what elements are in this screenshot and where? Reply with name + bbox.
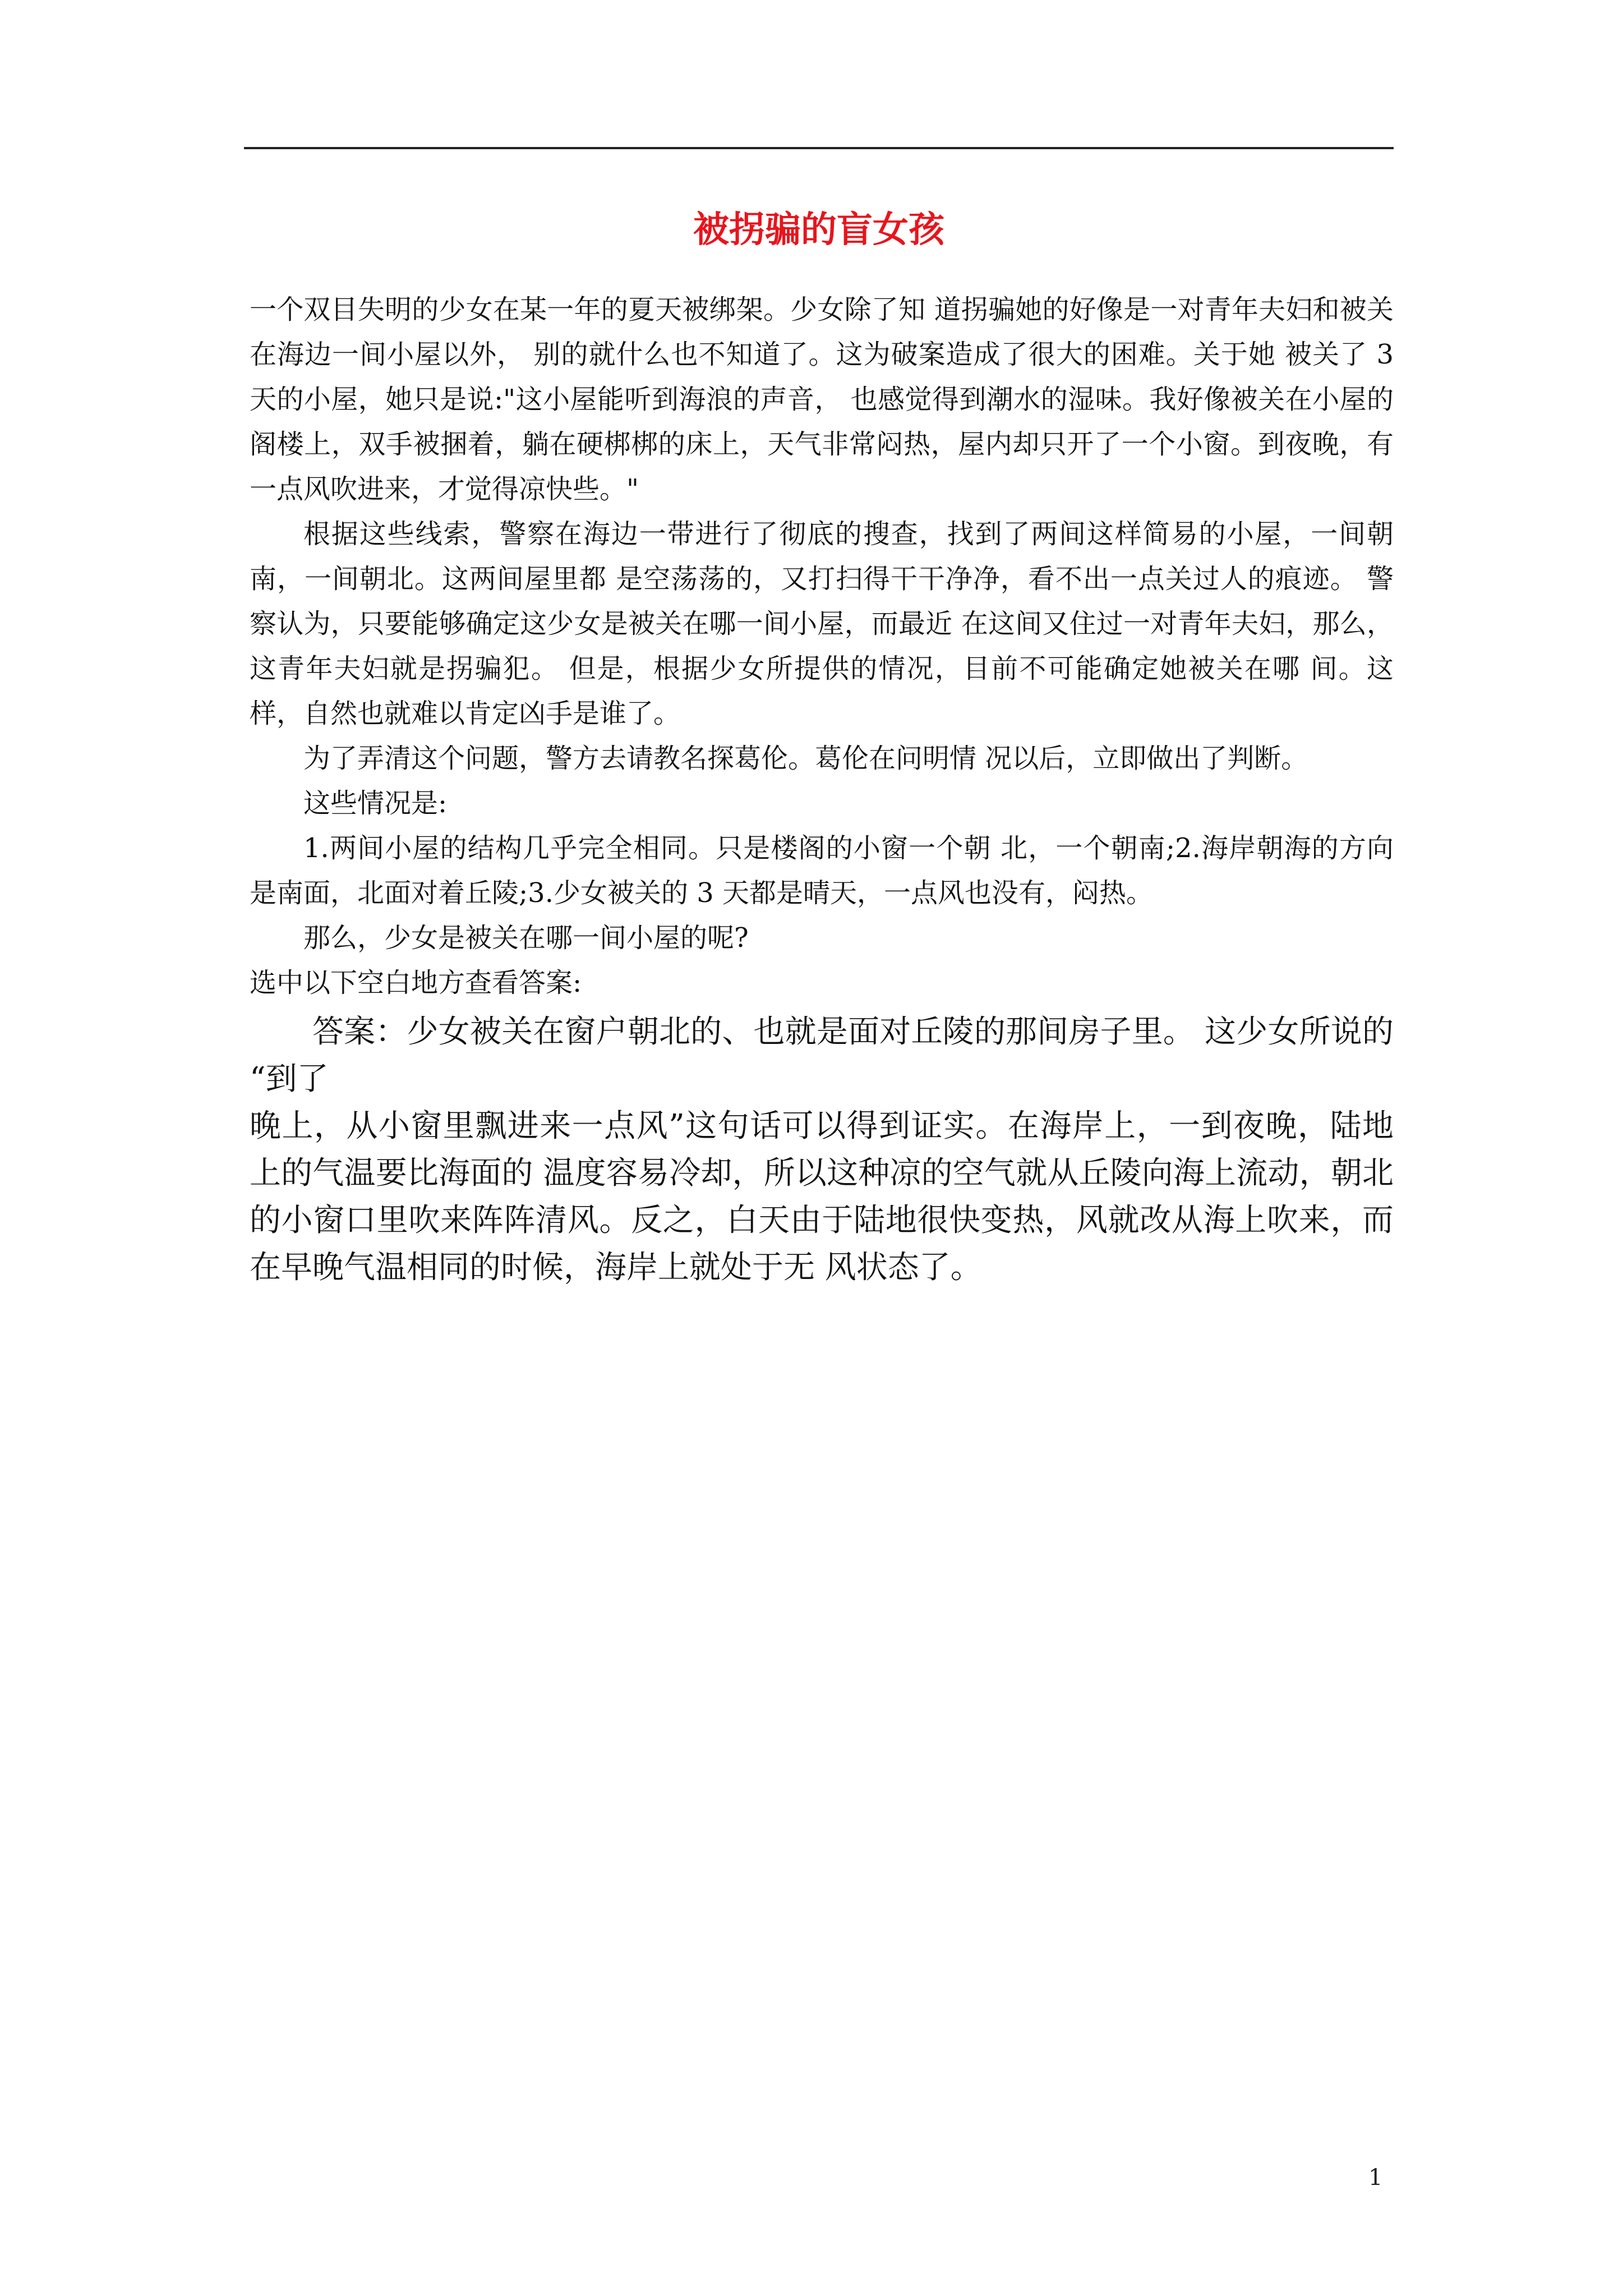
paragraph-answer-prompt: 选中以下空白地方查看答案: xyxy=(250,967,582,999)
paragraph-facts-heading: 这些情况是: xyxy=(303,788,448,819)
paragraph-investigation: 根据这些线索，警察在海边一带进行了彻底的搜查，找到了两间这样简易的小屋，一间朝南，一间朝北。这两间屋里都 是空荡荡的，又打扫得干干净净，看不出一点关过人的痕迹。 警察认为，只要能够确定这少女是被关在哪一间小屋，而最近 在这间又住过一对青年夫妇，那么，这青年夫妇就是拐骗犯。 但是，根据少女所提供的情况，目前不可能确定她被关在哪 间。这样，自然也就难以肯定凶手是谁了。 xyxy=(250,518,1394,729)
answer-line-2: 晚上，从小窗里飘进来一点风”这句话可以得到证实。在海岸上，一到夜晚，陆地上的气温要比海面的 温度容易冷却，所以这种凉的空气就从丘陵向海上流动，朝北的小窗口里吹来阵阵清风。反之，白天由于陆地很快变热，风就改从海上吹来，而在早晚气温相同的时候，海岸上就处于无 风状态了。 xyxy=(250,1108,1394,1286)
page-number: 1 xyxy=(1368,2165,1383,2191)
answer-line-1: 答案：少女被关在窗户朝北的、也就是面对丘陵的那间房子里。 这少女所说的 “到了 xyxy=(250,1014,1394,1097)
header-rule xyxy=(244,147,1394,149)
paragraph-facts-list: 1.两间小屋的结构几乎完全相同。只是楼阁的小窗一个朝 北，一个朝南;2.海岸朝海的方向是南面，北面对着丘陵;3.少女被关的 3 天都是晴天，一点风也没有，闷热。 xyxy=(250,832,1394,909)
document-title: 被拐骗的盲女孩 xyxy=(693,209,944,251)
paragraph-detective: 为了弄清这个问题，警方去请教名探葛伦。葛伦在问明情 况以后，立即做出了判断。 xyxy=(303,743,1308,774)
answer-block xyxy=(250,1009,1394,1291)
paragraph-intro: 一个双目失明的少女在某一年的夏天被绑架。少女除了知 道拐骗她的好像是一对青年夫妇和被关在海边一间小屋以外， 别的就什么也不知道了。这为破案造成了很大的困难。关于她 被关了 3 天的小屋，她只是说:"这小屋能听到海浪的声音， 也感觉得到潮水的湿味。我好像被关在小屋的阁楼上，双手被捆着，躺在硬梆梆的床上，天气非常闷热，屋内却只开了一个小窗。到夜晚，有一点风吹进来，才觉得凉快些。" xyxy=(250,294,1394,505)
paragraph-question: 那么，少女是被关在哪一间小屋的呢? xyxy=(303,922,749,954)
document-body xyxy=(250,287,1394,1291)
